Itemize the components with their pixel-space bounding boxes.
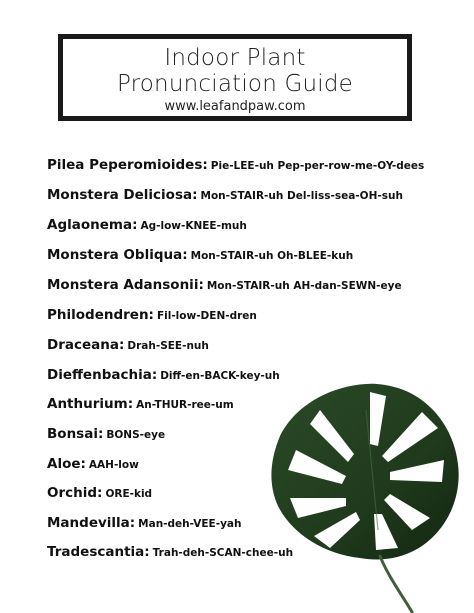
plant-name: Aloe: — [47, 456, 86, 472]
plant-name: Philodendren: — [47, 307, 154, 323]
plant-entry — [47, 304, 257, 326]
plant-entry — [47, 334, 209, 356]
plant-pronunciation: Pie-LEE-uh Pep-per-row-me-OY-dees — [210, 160, 425, 172]
plant-entry — [47, 214, 247, 236]
plant-pronunciation: Trah-deh-SCAN-chee-uh — [152, 547, 294, 559]
page-title-line-2: Pronunciation Guide — [116, 71, 354, 97]
page-title-line-1: Indoor Plant — [164, 45, 306, 71]
plant-pronunciation: Mon-STAIR-uh Oh-BLEE-kuh — [190, 250, 354, 262]
plant-pronunciation: BONS-eye — [106, 429, 166, 441]
monstera-leaf-icon — [262, 380, 474, 613]
plant-name: Aglaonema: — [47, 217, 138, 233]
plant-pronunciation: An-THUR-ree-um — [136, 399, 234, 411]
plant-entry — [47, 274, 402, 296]
plant-name: Monstera Deliciosa: — [47, 187, 198, 203]
plant-entry — [47, 364, 280, 386]
plant-name: Tradescantia: — [47, 544, 150, 560]
plant-pronunciation: Mon-STAIR-uh AH-dan-SEWN-eye — [206, 280, 402, 292]
plant-name: Bonsai: — [47, 426, 104, 442]
plant-pronunciation: Mon-STAIR-uh Del-liss-sea-OH-suh — [200, 190, 403, 202]
plant-pronunciation: ORE-kid — [105, 488, 153, 500]
plant-name: Anthurium: — [47, 396, 134, 412]
plant-name: Mandevilla: — [47, 515, 136, 531]
plant-entry — [47, 482, 152, 504]
plant-pronunciation: Ag-low-KNEE-muh — [140, 220, 247, 232]
plant-pronunciation: Fil-low-DEN-dren — [156, 310, 257, 322]
plant-entry — [47, 244, 353, 266]
plant-name: Monstera Adansonii: — [47, 277, 204, 293]
plant-pronunciation: Drah-SEE-nuh — [127, 340, 209, 352]
plant-entry — [47, 453, 139, 475]
plant-pronunciation: Diff-en-BACK-key-uh — [160, 370, 280, 382]
plant-entry — [47, 423, 165, 445]
plant-name: Draceana: — [47, 337, 125, 353]
plant-entry — [47, 154, 424, 176]
plant-name: Monstera Obliqua: — [47, 247, 188, 263]
plant-entry — [47, 512, 241, 534]
website-url: www.leafandpaw.com — [164, 99, 306, 114]
plant-name: Orchid: — [47, 485, 103, 501]
plant-entry — [47, 541, 293, 563]
plant-name: Dieffenbachia: — [47, 367, 158, 383]
plant-entry — [47, 184, 403, 206]
plant-pronunciation: Man-deh-VEE-yah — [138, 518, 242, 530]
plant-name: Pilea Peperomioides: — [47, 157, 208, 173]
plant-entry — [47, 393, 234, 415]
plant-pronunciation: AAH-low — [88, 459, 139, 471]
